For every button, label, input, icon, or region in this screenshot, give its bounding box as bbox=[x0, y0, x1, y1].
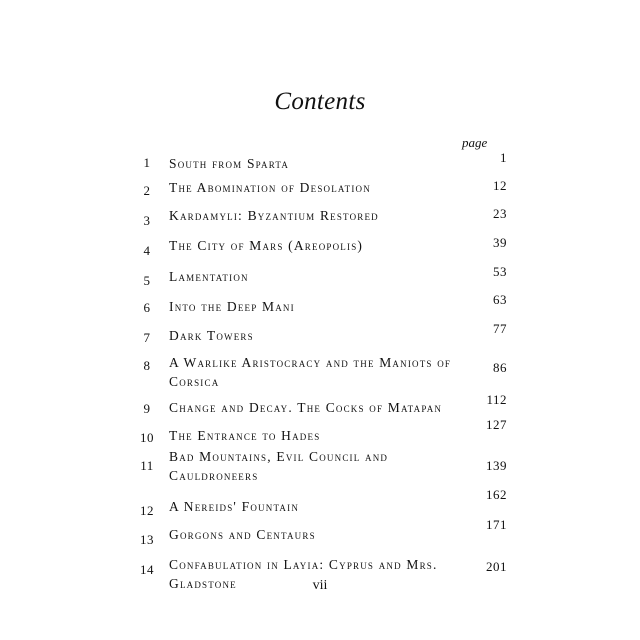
chapter-title: Gorgons and Centaurs bbox=[169, 527, 316, 542]
chapter-title: Into the Deep Mani bbox=[169, 299, 295, 314]
page-number: 63 bbox=[493, 292, 507, 307]
page-number: 139 bbox=[486, 458, 507, 473]
toc-entry bbox=[0, 352, 640, 392]
page-number: 171 bbox=[486, 517, 507, 532]
chapter-title: Confabulation in Layia: Cyprus and Mrs. Gladstone bbox=[169, 557, 438, 591]
chapter-number: 2 bbox=[143, 183, 151, 198]
chapter-title: The Abomination of Desolation bbox=[169, 180, 371, 195]
chapter-number: 10 bbox=[140, 430, 154, 445]
page-column-header: page bbox=[462, 135, 488, 150]
chapter-number: 8 bbox=[143, 358, 151, 373]
page-number: 86 bbox=[493, 360, 507, 375]
chapter-title: Dark Towers bbox=[169, 328, 254, 343]
page-number: 1 bbox=[500, 150, 507, 165]
chapter-number: 9 bbox=[143, 401, 151, 416]
chapter-number: 14 bbox=[140, 562, 154, 577]
chapter-number: 13 bbox=[140, 532, 154, 547]
toc-entry bbox=[0, 450, 640, 490]
page-number: 162 bbox=[486, 487, 507, 502]
chapter-number: 4 bbox=[143, 243, 151, 258]
chapter-title: Bad Mountains, Evil Council and Cauldroneers bbox=[169, 449, 389, 483]
chapter-number: 3 bbox=[143, 213, 151, 228]
chapter-number: 1 bbox=[143, 155, 151, 170]
page-number: 201 bbox=[486, 559, 507, 574]
page-title: Contents bbox=[274, 88, 366, 115]
folio-page-number: vii bbox=[312, 578, 328, 593]
page-number: 12 bbox=[493, 178, 507, 193]
chapter-number: 6 bbox=[143, 300, 151, 315]
chapter-title: A Nereids' Fountain bbox=[169, 499, 300, 514]
chapter-title: The City of Mars (Areopolis) bbox=[169, 238, 364, 253]
chapter-title: The Entrance to Hades bbox=[169, 428, 321, 443]
page-number: 77 bbox=[493, 321, 507, 336]
chapter-number: 12 bbox=[140, 503, 154, 518]
page-number: 112 bbox=[486, 392, 507, 407]
page-number: 39 bbox=[493, 235, 507, 250]
chapter-title: Lamentation bbox=[169, 269, 249, 284]
chapter-number: 5 bbox=[143, 273, 151, 288]
chapter-title: A Warlike Aristocracy and the Maniots of Corsica bbox=[169, 355, 452, 389]
chapter-title: Kardamyli: Byzantium Restored bbox=[169, 208, 379, 223]
chapter-title: Change and Decay. The Cocks of Matapan bbox=[169, 400, 443, 415]
page-number: 23 bbox=[493, 206, 507, 221]
page-number: 127 bbox=[486, 417, 507, 432]
chapter-title: South from Sparta bbox=[169, 156, 290, 171]
chapter-number: 7 bbox=[143, 330, 151, 345]
page-number: 53 bbox=[493, 264, 507, 279]
chapter-number: 11 bbox=[140, 458, 154, 473]
